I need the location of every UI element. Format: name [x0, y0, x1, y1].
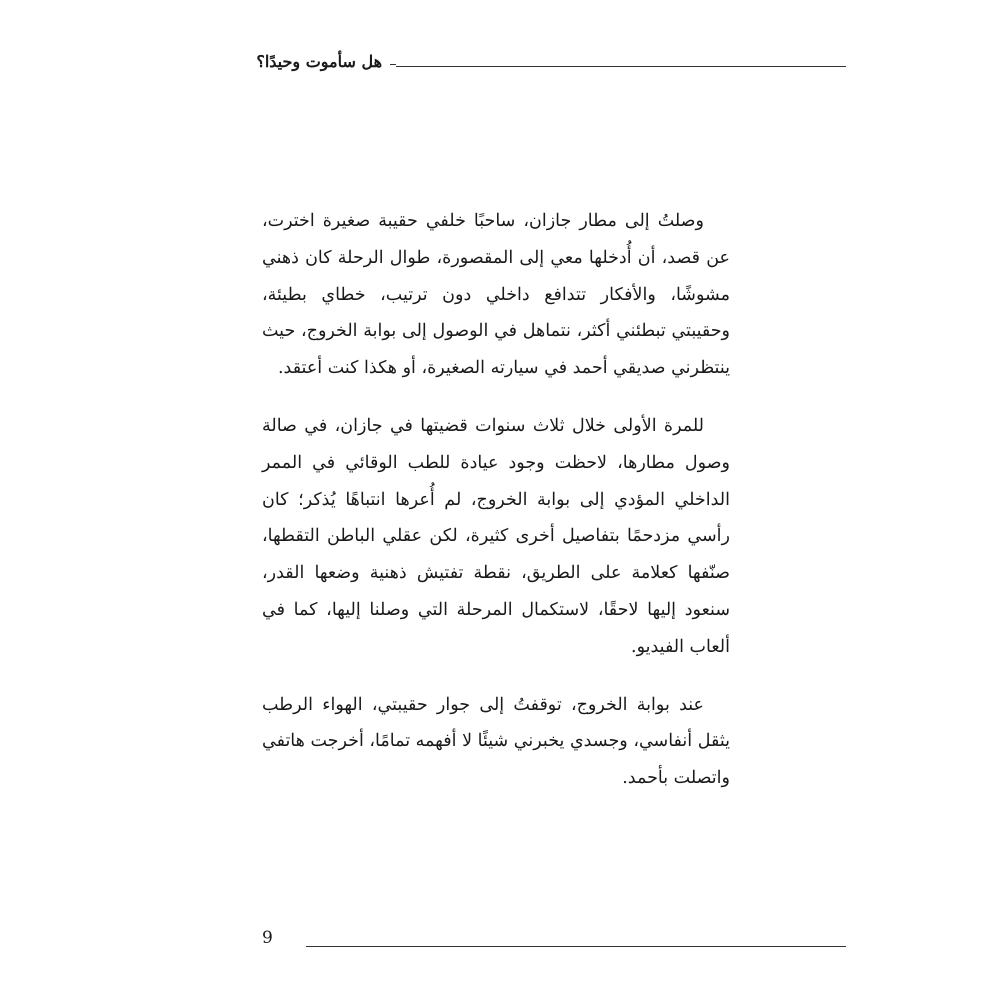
header-title: هل سأموت وحيدًا؟ [256, 52, 382, 71]
footer-rule [306, 946, 846, 947]
page-footer [262, 926, 846, 956]
paragraph-3: عند بوابة الخروج، توقفتُ إلى جوار حقيبتي، الهواء الرطب يثقل أنفاسي، وجسدي يخبرني شيئًا لا أفهمه تمامًا، أخرجت هاتفي واتصلت بأحمد. [262, 694, 730, 789]
running-header [256, 50, 846, 80]
paragraph-1: وصلتُ إلى مطار جازان، ساحبًا خلفي حقيبة صغيرة اخترت، عن قصد، أن أُدخلها معي إلى المقصورة، طوال الرحلة كان ذهني مشوشًا، والأفكار تتدافع داخلي دون ترتيب، خطاي بطيئة، وحقيبتي تبطئني أكثر، نتماهل في الوصول إلى بوابة الخروج، حيث ينتظرني صديقي أحمد في سيارته الصغيرة، أو هكذا كنت أعتقد. [262, 211, 730, 379]
header-rule [396, 66, 846, 67]
body-text [262, 203, 730, 818]
paragraph-2: للمرة الأولى خلال ثلاث سنوات قضيتها في جازان، في صالة وصول مطارها، لاحظت وجود عيادة للطب الوقائي في الممر الداخلي المؤدي إلى بوابة الخروج، لم أُعرها انتباهًا يُذكر؛ كان رأسي مزدحمًا بتفاصيل أخرى كثيرة، لكن عقلي الباطن التقطها، صنّفها كعلامة على الطريق، نقطة تفتيش ذهنية وضعها القدر، سنعود إليها لاحقًا، لاستكمال المرحلة التي وصلنا إليها، كما في ألعاب الفيديو. [262, 415, 730, 657]
page-number: 9 [262, 928, 273, 948]
